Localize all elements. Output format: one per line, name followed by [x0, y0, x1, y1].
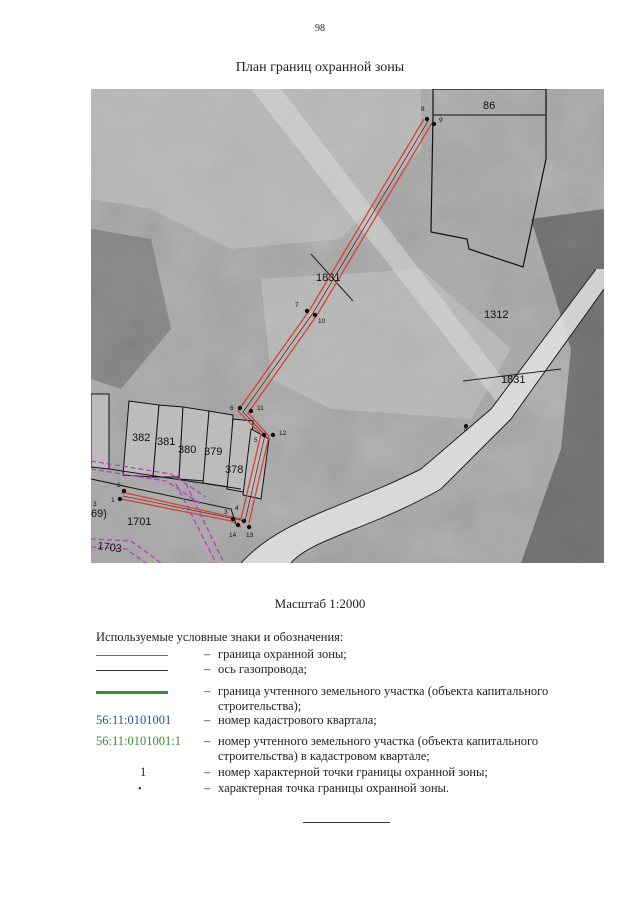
- label-point-14: 14: [229, 532, 237, 539]
- map-scale: Масштаб 1:2000: [274, 596, 366, 611]
- label-point-5: 5: [254, 437, 258, 444]
- label-point-11: 11: [257, 405, 264, 412]
- label-parcel-1831-a: 1831: [316, 272, 341, 284]
- label-parcel-380: 380: [178, 444, 197, 456]
- point-marker-symbol: •: [138, 784, 142, 795]
- label-point-13: 13: [246, 532, 254, 539]
- label-parcel-378: 378: [225, 464, 244, 476]
- aerial-map: [91, 89, 604, 563]
- point-number-symbol: 1: [140, 765, 147, 779]
- page-title: План границ охранной зоны: [235, 60, 405, 75]
- footer-divider: [303, 822, 390, 823]
- label-point-4: 4: [235, 505, 239, 512]
- label-point-10: 10: [318, 318, 326, 325]
- label-point-12: 12: [279, 430, 287, 437]
- label-point-9: 9: [439, 117, 443, 124]
- red-line-symbol: [96, 655, 168, 656]
- black-line-symbol: [96, 670, 168, 671]
- cadastral-quarter-symbol: 56:11:0101001: [96, 713, 172, 727]
- label-edge-3: 3: [93, 501, 97, 508]
- label-parcel-1703: 1703: [96, 540, 123, 556]
- label-parcel-379: 379: [204, 446, 223, 458]
- label-parcel-86: 86: [483, 100, 496, 112]
- label-point-7: 7: [295, 302, 299, 309]
- label-parcel-1701: 1701: [127, 516, 152, 528]
- parcel-number-symbol: 56:11:0101001:1: [96, 734, 181, 748]
- label-point-8: 8: [421, 106, 425, 113]
- page-number: 98: [315, 23, 325, 34]
- label-parcel-1312: 1312: [484, 309, 509, 321]
- label-point-1: 1: [111, 497, 115, 504]
- label-point-3: 3: [224, 509, 228, 516]
- label-parcel-1831-b: 1831: [501, 374, 526, 386]
- legend-title: Используемые условные знаки и обозначения:: [96, 630, 344, 644]
- label-parcel-382: 382: [132, 432, 151, 444]
- label-point-2: 2: [117, 482, 121, 489]
- label-parcel-69: 69): [91, 508, 107, 520]
- green-line-symbol: [96, 691, 168, 694]
- label-point-6: 6: [230, 405, 234, 412]
- label-parcel-381: 381: [157, 436, 176, 448]
- label-edge-8: 8: [464, 426, 468, 433]
